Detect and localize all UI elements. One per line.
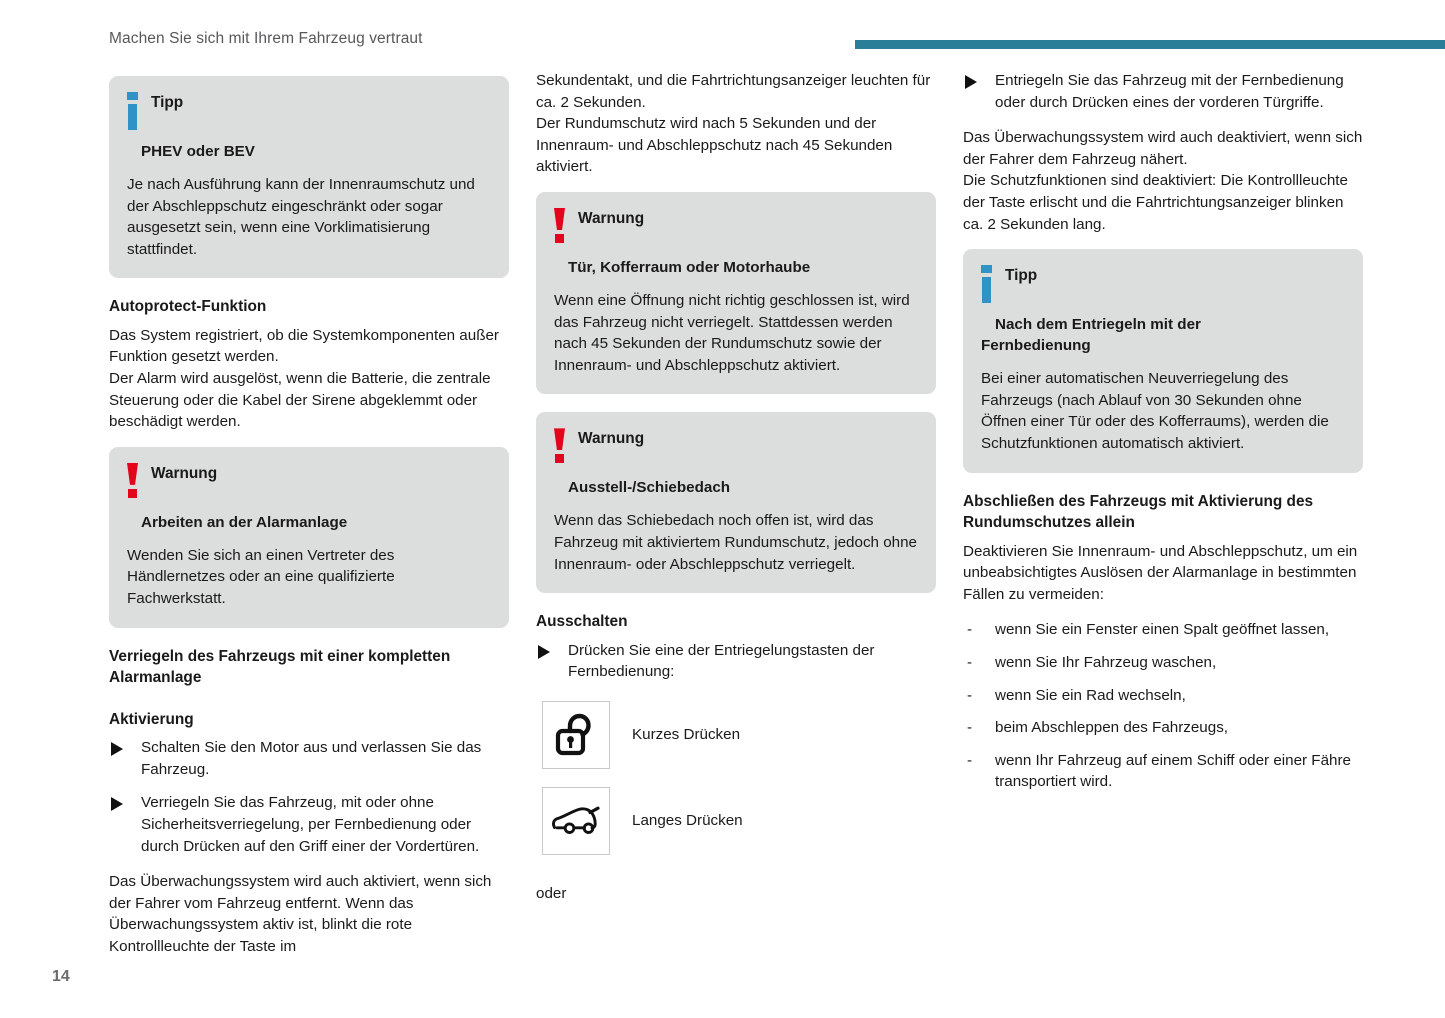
- header-rule: [855, 40, 1445, 49]
- callout-body: Wenn eine Öffnung nicht richtig geschlossen ist, wird das Fahrzeug nicht verriegelt. Stattdessen werden nach 45 Sekunden der Rundumschutz sowie der Innenraum- und Abschleppschutz aktiviert.: [554, 291, 910, 374]
- list-item-text: Entriegeln Sie das Fahrzeug mit der Fernbedienung oder durch Drücken eines der vorderen Türgriffe.: [995, 72, 1344, 111]
- heading-aktivierung: Aktivierung: [109, 710, 194, 728]
- info-icon: [127, 92, 139, 130]
- warning-box-tuer: [536, 192, 936, 394]
- callout-header: [127, 463, 491, 501]
- triangle-bullet-icon: [111, 797, 123, 811]
- list-entriegeln-steps: [963, 70, 1363, 113]
- warning-box-schiebedach: [536, 412, 936, 593]
- dash-bullet-icon: -: [967, 653, 973, 671]
- warning-icon: [127, 463, 139, 501]
- pictogram-box: [542, 701, 610, 769]
- page-title: Machen Sie sich mit Ihrem Fahrzeug vertraut: [109, 30, 423, 47]
- column-3: [963, 70, 1363, 793]
- list-item-text: wenn Ihr Fahrzeug auf einem Schiff oder einer Fähre transportiert wird.: [995, 751, 1351, 791]
- triangle-bullet-icon: [538, 645, 550, 659]
- list-item-text: Schalten Sie den Motor aus und verlassen Sie das Fahrzeug.: [141, 739, 482, 778]
- callout-header: [981, 265, 1345, 303]
- tip-box-entriegeln: [963, 249, 1363, 472]
- column-1: [109, 70, 509, 957]
- page-number: 14: [52, 968, 70, 985]
- warning-icon: [554, 428, 566, 466]
- callout-body: Wenden Sie sich an einen Vertreter des Händlernetzes oder an eine qualifizierte Fachwerkstatt.: [127, 546, 395, 608]
- callout-body: Je nach Ausführung kann der Innenraumschutz und der Abschleppschutz eingeschränkt oder sogar ausgesetzt sein, wenn eine Vorklimatisierung stattfindet.: [127, 176, 475, 258]
- pictogram-row-kurzes-druecken: [542, 701, 936, 769]
- pictogram-row-langes-druecken: [542, 787, 936, 855]
- list-item: [963, 750, 1363, 793]
- callout-title: PHEV oder BEV: [141, 143, 255, 160]
- list-aktivierung-steps: [109, 737, 509, 857]
- list-item: [963, 619, 1363, 641]
- callout-title: Arbeiten an der Alarmanlage: [141, 513, 348, 531]
- paragraph-continuation-1: Sekundentakt, und die Fahrtrichtungsanzeiger leuchten für ca. 2 Sekunden.: [536, 72, 931, 111]
- column-2: [536, 70, 936, 904]
- dash-bullet-icon: -: [967, 686, 973, 704]
- dash-bullet-icon: -: [967, 621, 973, 639]
- callout-header: [554, 428, 918, 466]
- paragraph-ueberwachung-1: Das Überwachungssystem wird auch deaktiviert, wenn sich der Fahrer dem Fahrzeug nähert.: [963, 129, 1363, 168]
- paragraph-autoprotect-2: Der Alarm wird ausgelöst, wenn die Batterie, die zentrale Steuerung oder die Kabel der Sirene abgeklemmt oder beschädigt werden.: [109, 370, 491, 431]
- warning-icon: [554, 208, 566, 246]
- callout-kind-label: Warnung: [151, 464, 218, 482]
- list-item-text: Drücken Sie eine der Entriegelungstasten der Fernbedienung:: [568, 641, 875, 681]
- callout-header: [554, 208, 918, 246]
- callout-title-line-2: Fernbedienung: [981, 337, 1091, 355]
- dash-bullet-icon: -: [967, 719, 973, 737]
- warning-box-alarmanlage: [109, 447, 509, 628]
- list-item: [963, 652, 1363, 674]
- car-side-icon: [550, 803, 602, 839]
- callout-body: Bei einer automatischen Neuverriegelung des Fahrzeugs (nach Ablauf von 30 Sekunden ohne Öffnen einer Tür oder des Kofferraums), werden die Schutzfunktionen automatisch aktiviert.: [981, 370, 1329, 452]
- paragraph-autoprotect-1: Das System registriert, ob die Systemkomponenten außer Funktion gesetzt werden.: [109, 326, 499, 366]
- paragraph-oder: oder: [536, 884, 567, 902]
- paragraph-abschliessen: Deaktivieren Sie Innenraum- und Abschleppschutz, um ein unbeabsichtigtes Auslösen der Alarmanlage in bestimmten Fällen zu vermeiden:: [963, 542, 1358, 603]
- list-item-text: beim Abschleppen des Fahrzeugs,: [995, 719, 1229, 737]
- list-item-text: wenn Sie Ihr Fahrzeug waschen,: [995, 653, 1217, 671]
- paragraph-ueberwachung-2: Die Schutzfunktionen sind deaktiviert: Die Kontrollleuchte der Taste erlischt und die Fahrtrichtungsanzeiger blinken ca. 2 Sekunden lang.: [963, 172, 1348, 233]
- page-header: [0, 0, 1445, 62]
- list-item-text: wenn Sie ein Rad wechseln,: [995, 686, 1186, 704]
- callout-kind-label: Warnung: [578, 209, 645, 227]
- unlocked-padlock-icon: [554, 712, 598, 758]
- list-item-text: wenn Sie ein Fenster einen Spalt geöffnet lassen,: [995, 621, 1330, 639]
- list-ausschalten-steps: [536, 640, 936, 683]
- list-item: [109, 737, 509, 780]
- list-item: [109, 792, 509, 857]
- callout-title: Tür, Kofferraum oder Motorhaube: [568, 258, 811, 276]
- heading-ausschalten: Ausschalten: [536, 613, 628, 631]
- callout-title: [981, 314, 1345, 356]
- heading-autoprotect: Autoprotect-Funktion: [109, 298, 267, 316]
- pictogram-label: Kurzes Drücken: [632, 726, 741, 744]
- triangle-bullet-icon: [965, 75, 977, 89]
- dash-bullet-icon: -: [967, 751, 973, 769]
- callout-kind-label: Tipp: [151, 94, 184, 111]
- paragraph-continuation-2: Der Rundumschutz wird nach 5 Sekunden und der Innenraum- und Abschleppschutz nach 45 Sekunden aktiviert.: [536, 115, 893, 176]
- list-item: [963, 70, 1363, 113]
- pictogram-box: [542, 787, 610, 855]
- list-item: [963, 685, 1363, 707]
- callout-title-line-1: Nach dem Entriegeln mit der: [995, 316, 1201, 334]
- callout-title: Ausstell-/Schiebedach: [568, 479, 731, 497]
- callout-kind-label: Tipp: [1005, 267, 1038, 285]
- list-abschliessen-items: [963, 619, 1363, 793]
- list-item: [536, 640, 936, 683]
- callout-body: Wenn das Schiebedach noch offen ist, wird das Fahrzeug mit aktiviertem Rundumschutz, jedoch ohne Innenraum- oder Abschleppschutz verriegelt.: [554, 512, 917, 573]
- callout-kind-label: Warnung: [578, 430, 645, 448]
- tip-box-phev: [109, 76, 509, 278]
- paragraph-closing: Das Überwachungssystem wird auch aktiviert, wenn sich der Fahrer vom Fahrzeug entfernt. Wenn das Überwachungssystem aktiv ist, blinkt die rote Kontrollleuchte der Taste im: [109, 873, 492, 955]
- triangle-bullet-icon: [111, 742, 123, 756]
- pictogram-label: Langes Drücken: [632, 812, 743, 830]
- list-item-text: Verriegeln Sie das Fahrzeug, mit oder ohne Sicherheitsverriegelung, per Fernbedienung oder durch Drücken auf den Griff einer der Vordertüren.: [141, 794, 480, 855]
- heading-verriegeln: Verriegeln des Fahrzeugs mit einer kompletten Alarmanlage: [109, 647, 451, 687]
- callout-header: [127, 92, 491, 130]
- info-icon: [981, 265, 993, 303]
- list-item: [963, 717, 1363, 739]
- heading-abschliessen: Abschließen des Fahrzeugs mit Aktivierung des Rundumschutzes allein: [963, 492, 1314, 532]
